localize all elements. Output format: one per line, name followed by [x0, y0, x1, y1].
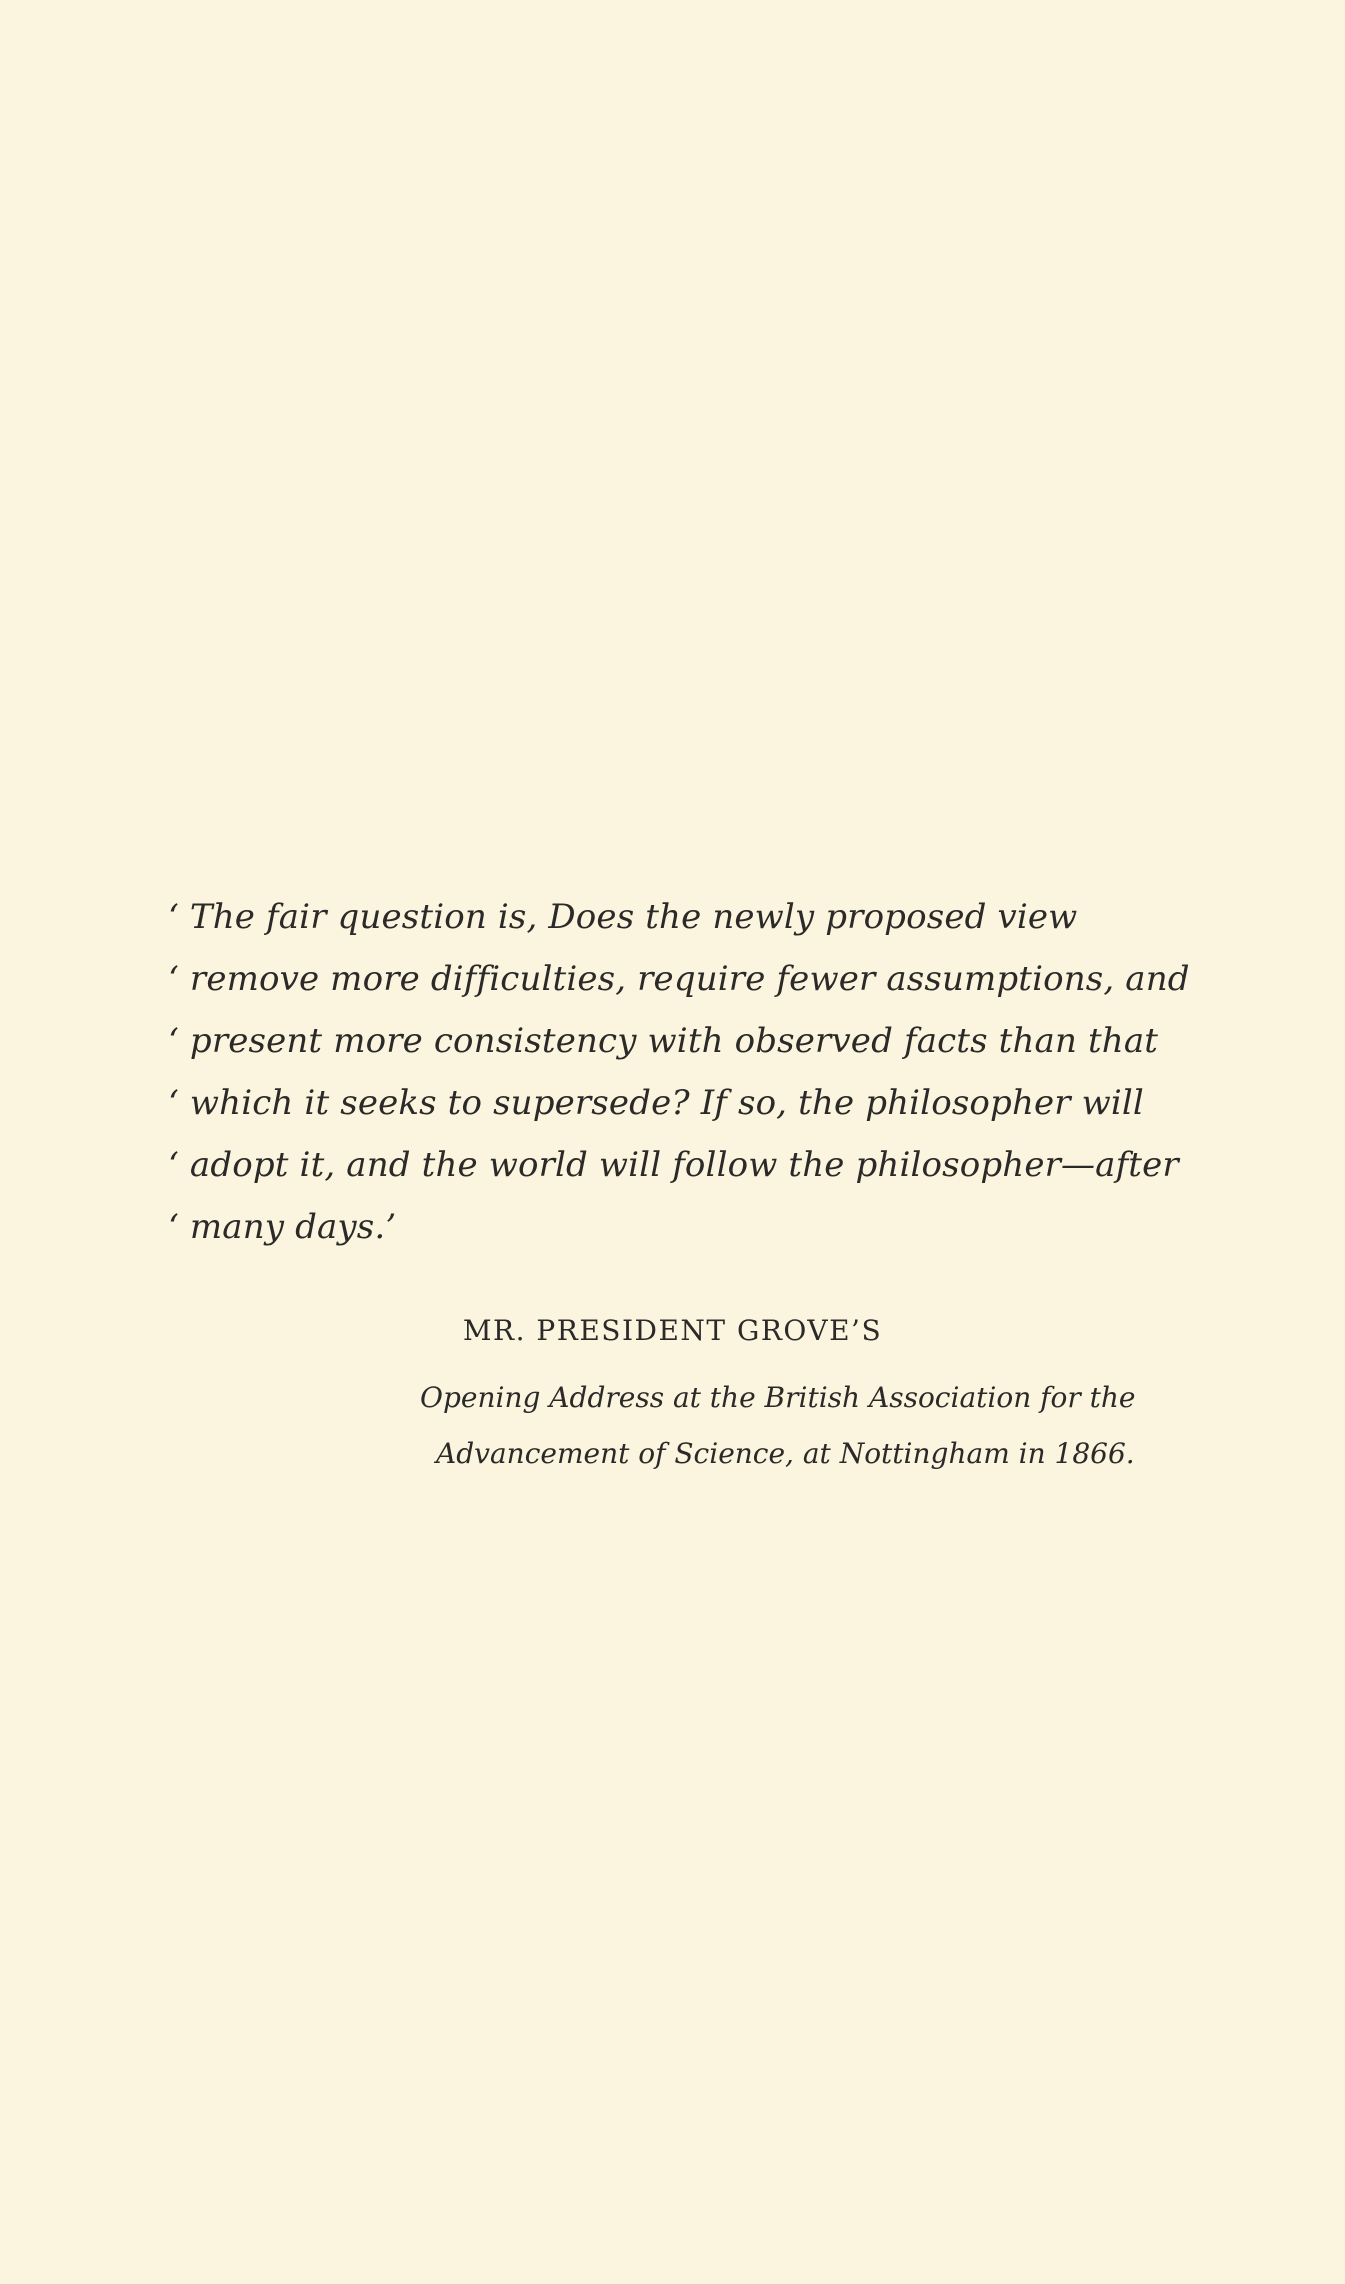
attribution-source-line: Advancement of Science, at Nottingham in 1866.: [436, 1437, 1135, 1470]
quote-line: ‘ The fair question is, Does the newly proposed view: [168, 897, 1078, 937]
quote-line: ‘ remove more difficulties, require fewer assumptions, and: [168, 959, 1190, 999]
attribution-source-line: Opening Address at the British Association for the: [420, 1381, 1136, 1414]
attribution-name: MR. PRESIDENT GROVE’S: [462, 1314, 883, 1347]
quote-line: ‘ many days.’: [168, 1207, 397, 1247]
quote-line: ‘ which it seeks to supersede? If so, the philosopher will: [168, 1083, 1144, 1123]
attribution-source: [420, 1370, 1180, 1482]
epigraph-quote: [168, 886, 1193, 1258]
quote-line: ‘ present more consistency with observed facts than that: [168, 1021, 1159, 1061]
quote-line: ‘ adopt it, and the world will follow the philosopher—after: [168, 1145, 1179, 1185]
